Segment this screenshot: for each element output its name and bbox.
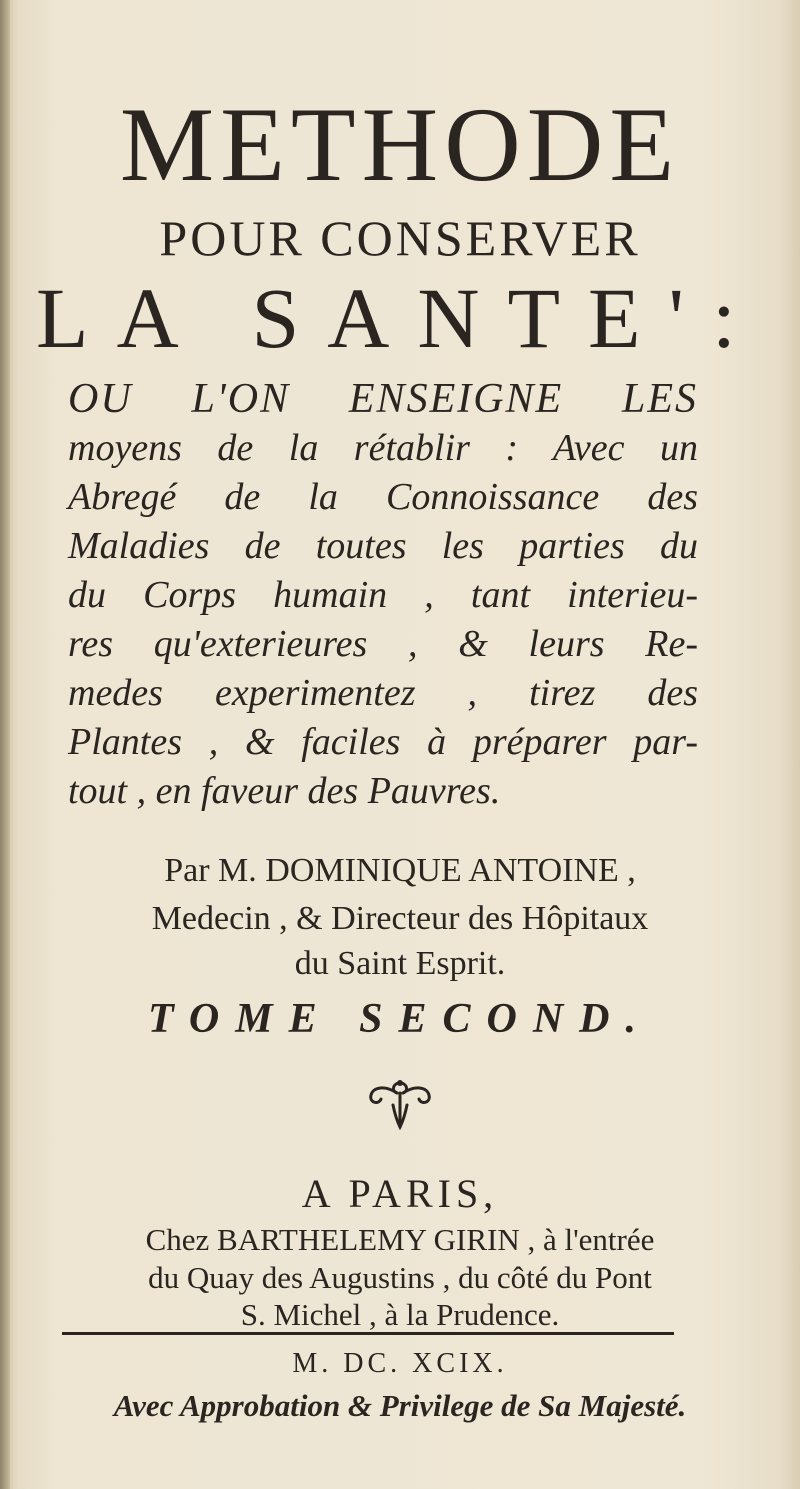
divider-rule (62, 1332, 674, 1335)
imprint-line-3: S. Michel , à la Prudence. (240, 1297, 560, 1332)
subtitle-line: moyens de la rétablir : Avec un (68, 427, 698, 469)
imprint-line-2: du Quay des Augustins , du côté du Pont (148, 1260, 652, 1295)
author-line-2: Medecin , & Directeur des Hôpitaux (151, 900, 649, 937)
imprint-line-1: Chez BARTHELEMY GIRIN , à l'entrée (145, 1222, 655, 1257)
title-line-1: METHODE (119, 86, 681, 203)
title-line-2: POUR CONSERVER (159, 210, 641, 266)
subtitle-line: Plantes , & faciles à préparer par- (68, 721, 698, 763)
author-line-1: Par M. DOMINIQUE ANTOINE , (164, 852, 636, 889)
subtitle-line: OU L'ON ENSEIGNE LES (68, 376, 698, 422)
fleuron-ornament-icon (0, 1075, 800, 1135)
author-line-3: du Saint Esprit. (294, 945, 506, 982)
volume-label: TOME SECOND. (148, 996, 652, 1042)
imprint-city: A PARIS, (301, 1171, 499, 1216)
subtitle-line: tout , en faveur des Pauvres. (68, 770, 501, 812)
privilege-line: Avec Approbation & Privilege de Sa Majesté. (113, 1388, 687, 1423)
subtitle-block (68, 375, 698, 816)
subtitle-line: Maladies de toutes les parties du (68, 525, 698, 567)
subtitle-line: Abregé de la Connoissance des (68, 476, 698, 518)
imprint-year: M. DC. XCIX. (292, 1348, 508, 1379)
subtitle-line: medes experimentez , tirez des (68, 672, 698, 714)
subtitle-line: du Corps humain , tant interieu- (68, 574, 698, 616)
title-line-3: LA SANTE': (36, 270, 764, 366)
subtitle-line: res qu'exterieures , & leurs Re- (68, 623, 698, 665)
